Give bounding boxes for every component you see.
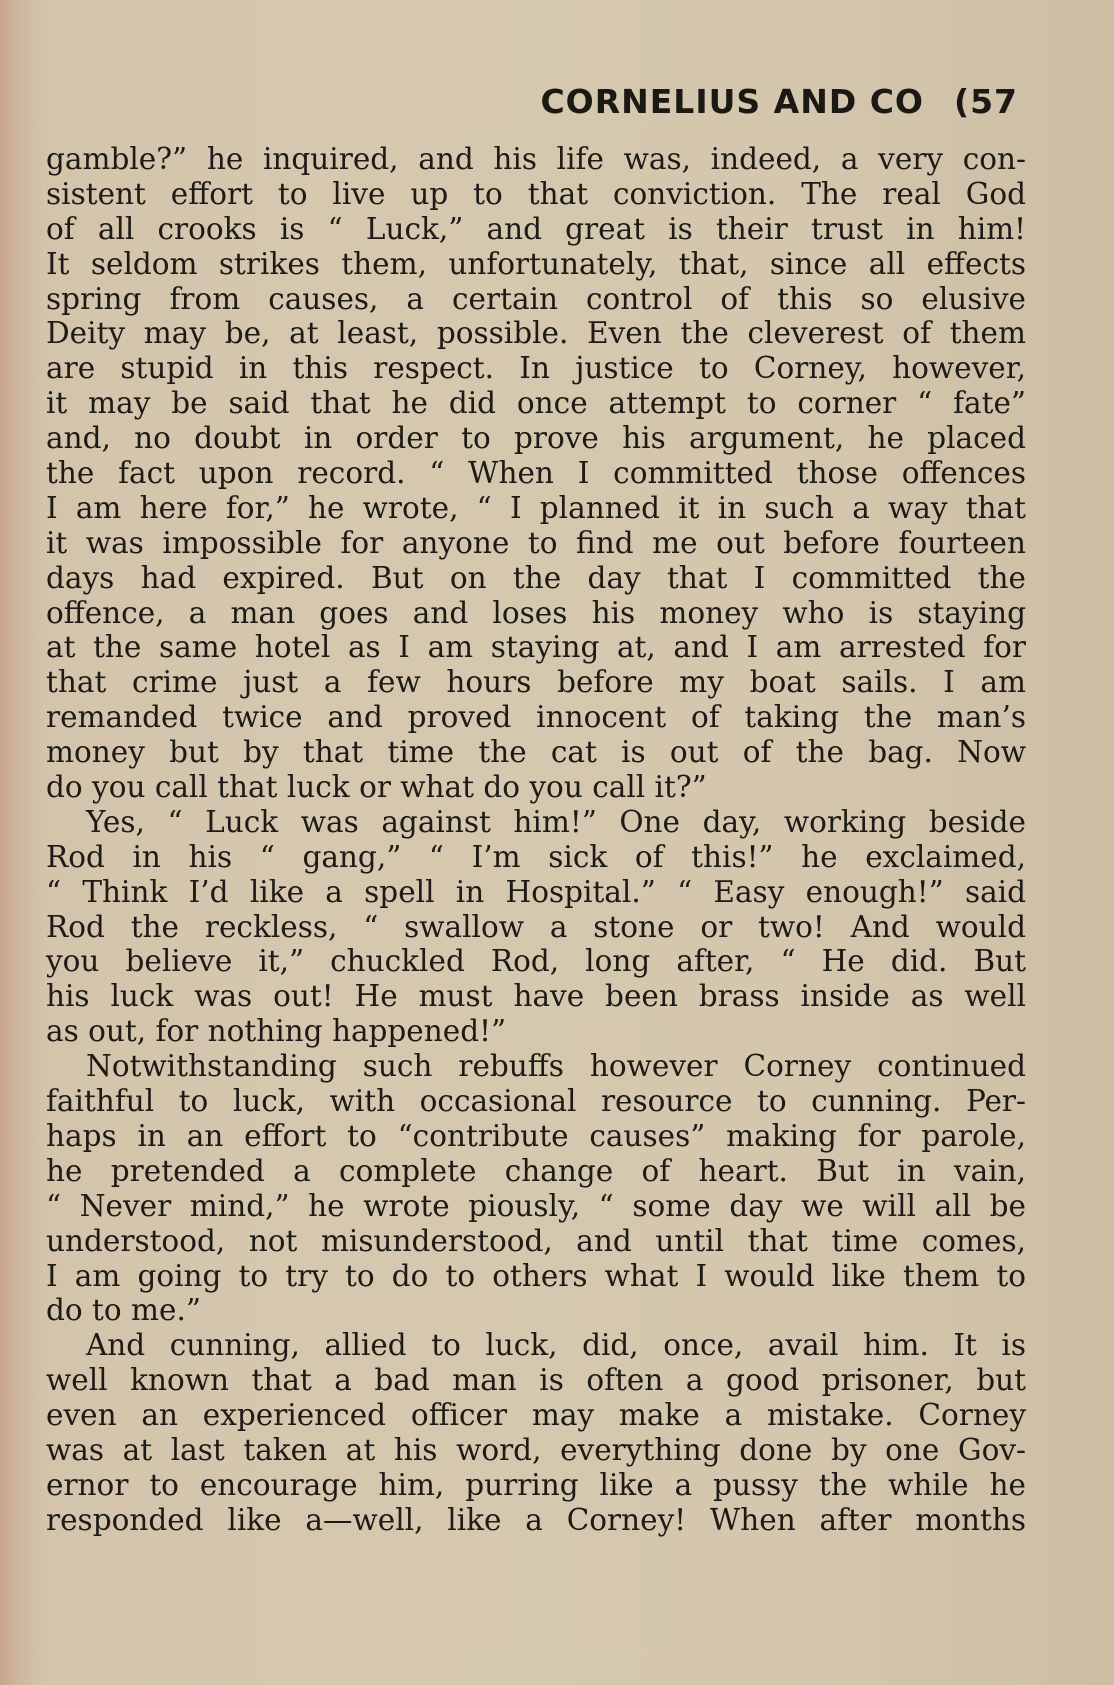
text-line: even an experienced officer may make a mistake. Corney xyxy=(46,1398,1026,1433)
text-line: do you call that luck or what do you call it?” xyxy=(46,770,707,805)
text-line: at the same hotel as I am staying at, and I am arrested for xyxy=(46,630,1026,665)
text-line: “ Think I’d like a spell in Hospital.” “ Easy enough!” said xyxy=(46,874,1026,909)
text-line: ernor to encourage him, purring like a pussy the while he xyxy=(46,1467,1026,1502)
text-line: Notwithstanding such rebuffs however Corney continued xyxy=(86,1049,1026,1084)
running-header xyxy=(540,82,1018,121)
text-line: remanded twice and proved innocent of taking the man’s xyxy=(46,700,1026,735)
text-line: money but by that time the cat is out of the bag. Now xyxy=(46,735,1026,770)
text-line: I am here for,” he wrote, “ I planned it in such a way that xyxy=(46,490,1026,525)
text-line: sistent effort to live up to that conviction. The real God xyxy=(46,176,1026,211)
text-line: Yes, “ Luck was against him!” One day, working beside xyxy=(86,804,1026,839)
text-line: of all crooks is “ Luck,” and great is their trust in him! xyxy=(46,211,1026,246)
text-line: I am going to try to do to others what I would like them to xyxy=(46,1258,1026,1293)
text-line: haps in an effort to “contribute causes” making for parole, xyxy=(46,1118,1026,1153)
text-line: Rod the reckless, “ swallow a stone or two! And would xyxy=(46,909,1026,944)
text-line: it was impossible for anyone to find me out before fourteen xyxy=(46,525,1026,560)
body-text xyxy=(46,142,1026,1538)
text-line: you believe it,” chuckled Rod, long after, “ He did. But xyxy=(46,944,1026,979)
text-line: And cunning, allied to luck, did, once, avail him. It is xyxy=(86,1328,1026,1363)
text-line: It seldom strikes them, unfortunately, that, since all effects xyxy=(46,246,1026,281)
text-line: well known that a bad man is often a good prisoner, but xyxy=(46,1363,1026,1398)
text-line: understood, not misunderstood, and until that time comes, xyxy=(46,1223,1026,1258)
text-line: “ Never mind,” he wrote piously, “ some day we will all be xyxy=(46,1188,1026,1223)
text-line: it may be said that he did once attempt to corner “ fate” xyxy=(46,386,1026,421)
text-line: offence, a man goes and loses his money who is staying xyxy=(46,595,1026,630)
text-line: his luck was out! He must have been brass inside as well xyxy=(46,979,1026,1014)
text-line: responded like a—well, like a Corney! When after months xyxy=(46,1502,1026,1537)
text-line: he pretended a complete change of heart. But in vain, xyxy=(46,1153,1026,1188)
text-line: are stupid in this respect. In justice to Corney, however, xyxy=(46,351,1026,386)
text-line: days had expired. But on the day that I committed the xyxy=(46,560,1026,595)
text-line: spring from causes, a certain control of this so elusive xyxy=(46,281,1026,316)
text-line: Rod in his “ gang,” “ I’m sick of this!” he exclaimed, xyxy=(46,839,1026,874)
text-line: was at last taken at his word, everything done by one Gov- xyxy=(46,1432,1026,1467)
text-line: Deity may be, at least, possible. Even the cleverest of them xyxy=(46,316,1026,351)
running-title: CORNELIUS AND CO xyxy=(540,82,924,121)
text-line: and, no doubt in order to prove his argument, he placed xyxy=(46,421,1026,456)
text-line: do to me.” xyxy=(46,1293,201,1328)
page-number: (57 xyxy=(953,82,1018,121)
text-line: as out, for nothing happened!” xyxy=(46,1014,507,1049)
text-line: faithful to luck, with occasional resource to cunning. Per- xyxy=(46,1084,1026,1119)
text-line: that crime just a few hours before my boat sails. I am xyxy=(46,665,1026,700)
text-line: gamble?” he inquired, and his life was, indeed, a very con- xyxy=(46,142,1026,176)
text-line: the fact upon record. “ When I committed those offences xyxy=(46,456,1026,491)
